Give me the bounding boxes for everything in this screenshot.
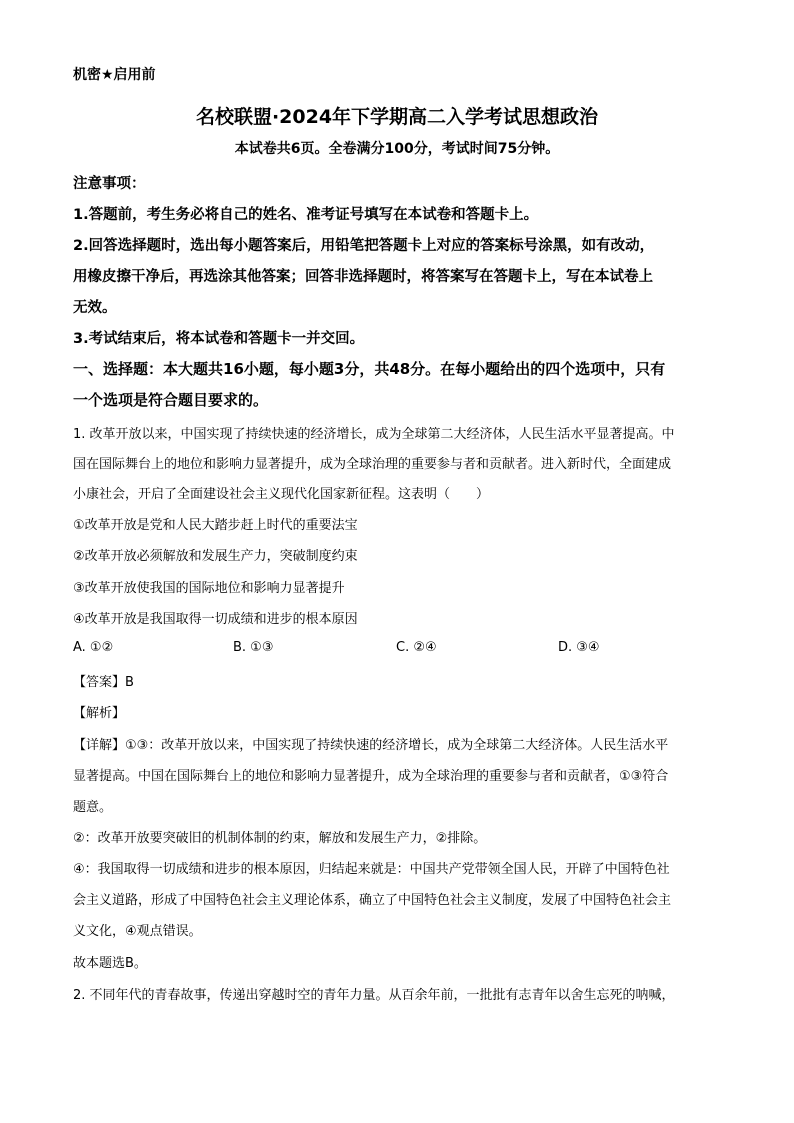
section-heading-line-1: 一、选择题：本大题共16小题，每小题3分，共48分。在每小题给出的四个选项中，只有 <box>73 360 666 378</box>
notice-item-1: 1.答题前，考生务必将自己的姓名、准考证号填写在本试卷和答题卡上。 <box>73 207 539 223</box>
q1-option-c: C. ②④ <box>396 640 437 655</box>
q1-option-b: B. ①③ <box>233 640 274 655</box>
confidential-mark: 机密★启用前 <box>73 67 156 83</box>
notice-item-2-line-1: 2.回答选择题时，选出每小题答案后，用铅笔把答题卡上对应的答案标号涂黑，如有改动， <box>73 238 655 254</box>
q1-stem-line-2: 国在国际舞台上的地位和影响力显著提升，成为全球治理的重要参与者和贡献者。进入新时代，全面建成 <box>73 457 672 472</box>
q1-option-d: D. ③④ <box>558 640 600 655</box>
notice-heading: 注意事项： <box>73 176 146 192</box>
section-heading-line-2: 一个选项是符合题目要求的。 <box>73 391 269 409</box>
notice-item-3: 3.考试结束后，将本试卷和答题卡一并交回。 <box>73 331 365 347</box>
exam-title: 名校联盟·2024年下学期高二入学考试思想政治 <box>195 106 599 128</box>
q1-detail-line-6: 会主义道路，形成了中国特色社会主义理论体系，确立了中国特色社会主义制度，发展了中国特色社会主 <box>73 893 672 908</box>
q1-answer: 【答案】B <box>73 675 134 690</box>
q1-detail-line-7: 义文化，④观点错误。 <box>73 924 202 939</box>
q1-stem-line-1: 1. 改革开放以来，中国实现了持续快速的经济增长，成为全球第二大经济体，人民生活水平显著提高。中 <box>73 427 675 442</box>
q1-statement-2: ②改革开放必须解放和发展生产力，突破制度约束 <box>73 549 358 564</box>
q2-stem-line-1: 2. 不同年代的青春故事，传递出穿越时空的青年力量。从百余年前，一批批有志青年以舍生忘死的呐喊， <box>73 988 675 1003</box>
notice-item-2-line-2: 用橡皮擦干净后，再选涂其他答案；回答非选择题时，将答案写在答题卡上，写在本试卷上 <box>73 269 653 285</box>
q1-statement-3: ③改革开放使我国的国际地位和影响力显著提升 <box>73 581 345 596</box>
q1-conclusion: 故本题选B。 <box>73 956 147 971</box>
q1-detail-line-5: ④：我国取得一切成绩和进步的根本原因，归结起来就是：中国共产党带领全国人民，开辟了中国特色社 <box>73 862 670 877</box>
q1-analysis-label: 【解析】 <box>73 706 126 721</box>
q1-stem-line-3: 小康社会，开启了全面建设社会主义现代化国家新征程。这表明（ ） <box>73 487 490 502</box>
q1-statement-1: ①改革开放是党和人民大踏步赶上时代的重要法宝 <box>73 518 358 533</box>
q1-option-a: A. ①② <box>73 640 114 655</box>
q1-detail-line-3: 题意。 <box>73 800 113 815</box>
q1-detail-line-4: ②：改革开放要突破旧的机制体制的约束，解放和发展生产力，②排除。 <box>73 831 487 846</box>
q1-detail-line-1: 【详解】①③：改革开放以来，中国实现了持续快速的经济增长，成为全球第二大经济体。人民生活水平 <box>73 738 669 753</box>
q1-statement-4: ④改革开放是我国取得一切成绩和进步的根本原因 <box>73 612 358 627</box>
exam-subtitle: 本试卷共6页。全卷满分100分，考试时间75分钟。 <box>234 141 560 157</box>
notice-item-2-line-3: 无效。 <box>73 300 117 316</box>
q1-detail-line-2: 显著提高。中国在国际舞台上的地位和影响力显著提升，成为全球治理的重要参与者和贡献者，①③符合 <box>73 769 669 784</box>
